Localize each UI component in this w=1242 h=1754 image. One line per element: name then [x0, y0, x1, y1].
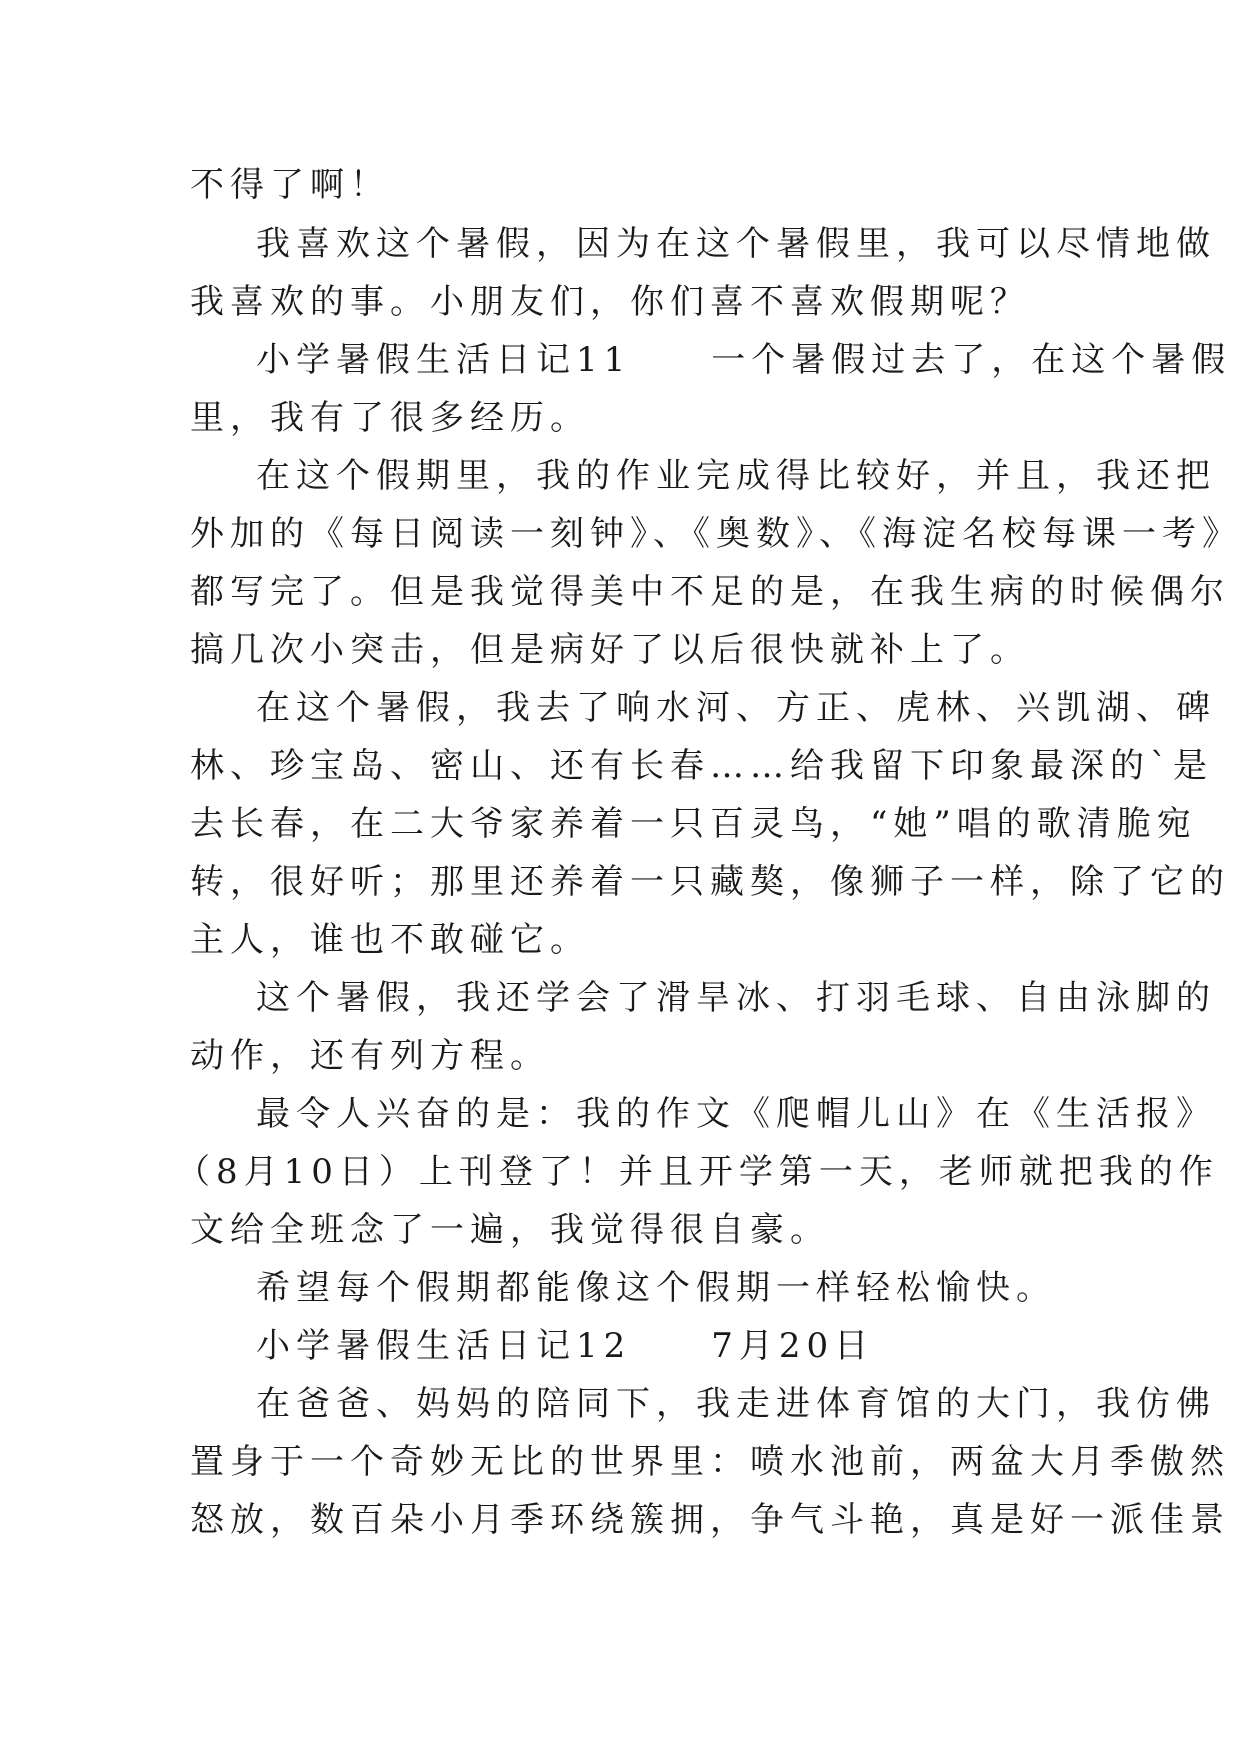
- paragraph-start-line: 在这个假期里，我的作业完成得比较好，并且，我还把: [256, 456, 1216, 496]
- text-line: 我喜欢的事。小朋友们，你们喜不喜欢假期呢？: [190, 282, 1030, 322]
- paragraph-start-line: 在这个暑假，我去了响水河、方正、虎林、兴凯湖、碑: [256, 688, 1216, 728]
- text-line: 搞几次小突击，但是病好了以后很快就补上了。: [190, 630, 1030, 670]
- text-line: 里，我有了很多经历。: [190, 398, 590, 438]
- paragraph-start-line: 希望每个假期都能像这个假期一样轻松愉快。: [256, 1268, 1056, 1308]
- paragraph-start-line: 我喜欢这个暑假，因为在这个暑假里，我可以尽情地做: [256, 224, 1216, 264]
- text-line: 都写完了。但是我觉得美中不足的是，在我生病的时候偶尔: [190, 572, 1230, 612]
- text-line: 文给全班念了一遍，我觉得很自豪。: [190, 1210, 830, 1250]
- text-line: 置身于一个奇妙无比的世界里：喷水池前，两盆大月季傲然: [190, 1442, 1230, 1482]
- paragraph-start-line: 这个暑假，我还学会了滑旱冰、打羽毛球、自由泳脚的: [256, 978, 1216, 1018]
- text-line: 怒放，数百朵小月季环绕簇拥，争气斗艳，真是好一派佳景: [190, 1500, 1230, 1540]
- text-line: 转，很好听；那里还养着一只藏獒，像狮子一样，除了它的: [190, 862, 1230, 902]
- text-line: 去长春，在二大爷家养着一只百灵鸟，“她”唱的歌清脆宛: [190, 804, 1197, 844]
- text-line: 主人，谁也不敢碰它。: [190, 920, 590, 960]
- diary-entry-heading-line: 小学暑假生活日记12 7月20日: [256, 1326, 875, 1366]
- paragraph-start-line: 最令人兴奋的是：我的作文《爬帽儿山》在《生活报》: [256, 1094, 1216, 1134]
- text-line: 外加的《每日阅读一刻钟》、《奥数》、《海淀名校每课一考》: [190, 514, 1242, 554]
- paragraph-start-line: 在爸爸、妈妈的陪同下，我走进体育馆的大门，我仿佛: [256, 1384, 1216, 1424]
- diary-entry-heading-line: 小学暑假生活日记11 一个暑假过去了，在这个暑假: [256, 340, 1232, 380]
- text-line: 不得了啊！: [190, 165, 390, 205]
- text-line: 动作，还有列方程。: [190, 1036, 550, 1076]
- text-line: 林、珍宝岛、密山、还有长春……给我留下印象最深的`是: [190, 746, 1213, 786]
- text-line: （8月10日）上刊登了！并且开学第一天，老师就把我的作: [176, 1152, 1219, 1192]
